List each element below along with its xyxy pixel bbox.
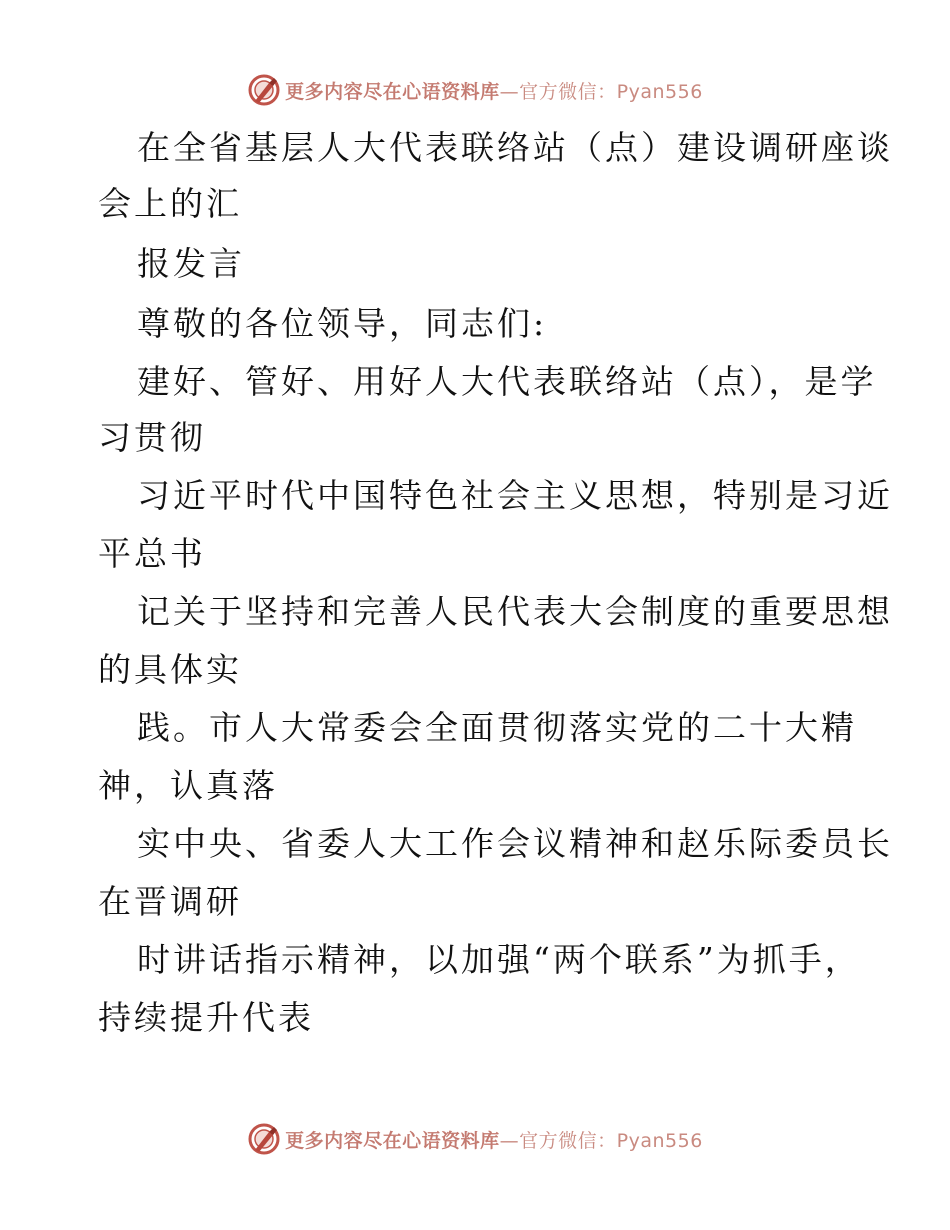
text-line: 在全省基层人大代表联络站（点）建设调研座谈 — [137, 128, 893, 167]
watermark-dash: — — [499, 1129, 520, 1152]
watermark-site-text: 更多内容尽在心语资料库 — [285, 1129, 500, 1152]
pen-circle-logo-icon — [247, 73, 281, 107]
header-watermark — [0, 73, 950, 107]
text-line: 时讲话指示精神，以加强“两个联系”为抓手， — [137, 940, 861, 979]
pen-circle-logo-icon — [247, 1122, 281, 1156]
text-line: 习近平时代中国特色社会主义思想，特别是习近 — [137, 476, 893, 515]
watermark-dash: — — [499, 80, 520, 103]
watermark-wechat-text: 官方微信：Pyan556 — [519, 80, 703, 103]
text-line: 记关于坚持和完善人民代表大会制度的重要思想 — [137, 592, 893, 631]
text-line: 实中央、省委人大工作会议精神和赵乐际委员长 — [137, 824, 893, 863]
text-line: 神，认真落 — [98, 766, 278, 805]
watermark-wechat-text: 官方微信：Pyan556 — [519, 1129, 703, 1152]
text-line: 践。市人大常委会全面贯彻落实党的二十大精 — [137, 708, 857, 747]
text-line: 习贯彻 — [98, 418, 206, 457]
text-line: 尊敬的各位领导，同志们: — [137, 304, 548, 343]
text-line: 的具体实 — [98, 650, 242, 689]
text-line: 持续提升代表 — [98, 998, 314, 1037]
text-line: 在晋调研 — [98, 882, 242, 921]
text-line: 报发言 — [137, 244, 245, 283]
text-line: 建好、管好、用好人大代表联络站（点），是学 — [137, 362, 877, 401]
text-line: 会上的汇 — [98, 184, 242, 223]
watermark-text — [285, 77, 703, 104]
watermark-site-text: 更多内容尽在心语资料库 — [285, 80, 500, 103]
footer-watermark — [0, 1122, 950, 1156]
text-line: 平总书 — [98, 534, 206, 573]
watermark-text — [285, 1126, 703, 1153]
